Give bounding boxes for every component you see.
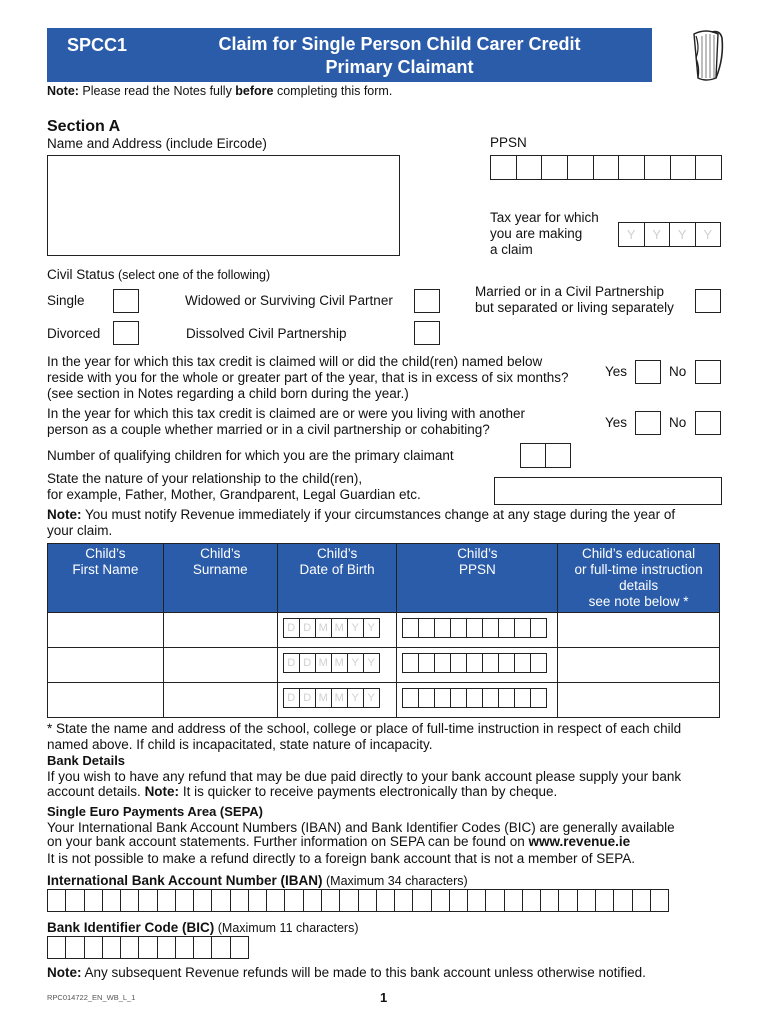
first-name-cell[interactable] [48, 683, 164, 718]
sepa-heading: Single Euro Payments Area (SEPA) [47, 804, 264, 819]
ppsn-cell[interactable] [397, 683, 558, 718]
divorced-checkbox[interactable] [113, 321, 139, 345]
harp-emblem-icon [686, 28, 726, 84]
first-name-cell[interactable] [48, 648, 164, 683]
q2-yes-checkbox[interactable] [635, 411, 661, 435]
single-label: Single [47, 293, 85, 308]
children-table [47, 543, 720, 718]
education-footnote: * State the name and address of the school, college or place of full-time instruction in respect of each child named above. If child is incapacitated, state nature of incapacity. [47, 721, 682, 752]
form-title: Claim for Single Person Child Carer Credit [218, 34, 581, 54]
ppsn-cell[interactable] [397, 648, 558, 683]
widowed-checkbox[interactable] [414, 289, 440, 313]
surname-cell[interactable] [163, 683, 277, 718]
ppsn-label: PPSN [490, 135, 527, 150]
first-name-cell[interactable] [48, 613, 164, 648]
relationship-label: State the nature of your relationship to the child(ren), for example, Father, Mother, Grandparent, Legal Guardian etc. [47, 471, 421, 502]
q2-yes-label: Yes [605, 415, 628, 430]
col-education: Child’s educational or full-time instruction details see note below * [558, 544, 720, 613]
education-cell[interactable] [558, 648, 720, 683]
page-number: 1 [380, 990, 388, 1005]
tax-year-label: Tax year for which you are making a claim [490, 210, 599, 257]
table-row [48, 648, 720, 683]
ppsn-cell[interactable] [397, 613, 558, 648]
name-address-input[interactable] [47, 155, 400, 256]
widowed-label: Widowed or Surviving Civil Partner [185, 293, 393, 308]
dissolved-label: Dissolved Civil Partnership [186, 326, 347, 341]
divorced-label: Divorced [47, 326, 101, 341]
children-table-header [48, 544, 720, 613]
note-top: Note: Please read the Notes fully before completing this form. [47, 84, 393, 98]
note-circumstances: Note: You must notify Revenue immediately if your circumstances change at any stage during the year of your claim. [47, 507, 676, 538]
tax-year-input[interactable]: Y Y Y Y [618, 222, 721, 247]
form-reference: RPC014722_EN_WB_L_1 [47, 993, 136, 1002]
iban-input[interactable] [47, 889, 669, 912]
ppsn-input[interactable] [490, 155, 722, 180]
education-cell[interactable] [558, 683, 720, 718]
q2-no-checkbox[interactable] [695, 411, 721, 435]
q1-no-label: No [669, 364, 687, 379]
married-separated-label: Married or in a Civil Partnership but separated or living separately [475, 284, 674, 315]
dob-cell[interactable]: D D M M Y Y [277, 683, 397, 718]
dob-cell[interactable]: D D M M Y Y [277, 613, 397, 648]
form-header [47, 28, 652, 82]
col-dob: Child’s Date of Birth [277, 544, 397, 613]
form-code: SPCC1 [67, 35, 128, 55]
revenue-link[interactable]: www.revenue.ie [528, 834, 631, 849]
q1-no-checkbox[interactable] [695, 360, 721, 384]
bic-input[interactable] [47, 936, 249, 959]
q1-yes-label: Yes [605, 364, 628, 379]
residence-question: In the year for which this tax credit is claimed will or did the child(ren) named below reside with you for the whole or greater part of the year, that is in excess of six months? (see section in Notes regarding a child born during the year.) [47, 354, 569, 401]
form-subtitle: Primary Claimant [325, 57, 474, 77]
bic-label: Bank Identifier Code (BIC) (Maximum 11 characters) [47, 920, 359, 935]
note-bottom: Note: Any subsequent Revenue refunds will be made to this bank account unless otherwise notified. [47, 965, 646, 980]
cohabiting-question: In the year for which this tax credit is claimed are or were you living with another person as a couple whether married or in a civil partnership or cohabiting? [47, 406, 525, 437]
col-surname: Child’s Surname [163, 544, 277, 613]
dob-cell[interactable]: D D M M Y Y [277, 648, 397, 683]
civil-status-label: Civil Status (select one of the following) [47, 267, 271, 282]
col-ppsn: Child’s PPSN [397, 544, 558, 613]
relationship-input[interactable] [494, 477, 722, 505]
col-first-name: Child’s First Name [48, 544, 164, 613]
sepa-text: Your International Bank Account Numbers (IBAN) and Bank Identifier Codes (BIC) are generally available on your bank account statements. Further information on SEPA can be found on www.revenue.ie It is not possible to make a refund directly to a foreign bank account that is not a member of SEPA. [47, 820, 675, 866]
q2-no-label: No [669, 415, 687, 430]
name-address-label: Name and Address (include Eircode) [47, 136, 267, 151]
surname-cell[interactable] [163, 648, 277, 683]
bank-details-heading: Bank Details [47, 753, 126, 768]
single-checkbox[interactable] [113, 289, 139, 313]
children-count-input[interactable] [520, 443, 571, 468]
iban-label: International Bank Account Number (IBAN) (Maximum 34 characters) [47, 873, 468, 888]
table-row [48, 613, 720, 648]
married-separated-checkbox[interactable] [695, 289, 721, 313]
dissolved-checkbox[interactable] [414, 321, 440, 345]
surname-cell[interactable] [163, 613, 277, 648]
table-row [48, 683, 720, 718]
q1-yes-checkbox[interactable] [635, 360, 661, 384]
section-a-heading: Section A [47, 118, 121, 135]
bank-details-text: If you wish to have any refund that may be due paid directly to your bank account please supply your bank account details. Note: It is quicker to receive payments electronically than by cheque. [47, 769, 682, 799]
children-count-label: Number of qualifying children for which you are the primary claimant [47, 448, 454, 463]
education-cell[interactable] [558, 613, 720, 648]
